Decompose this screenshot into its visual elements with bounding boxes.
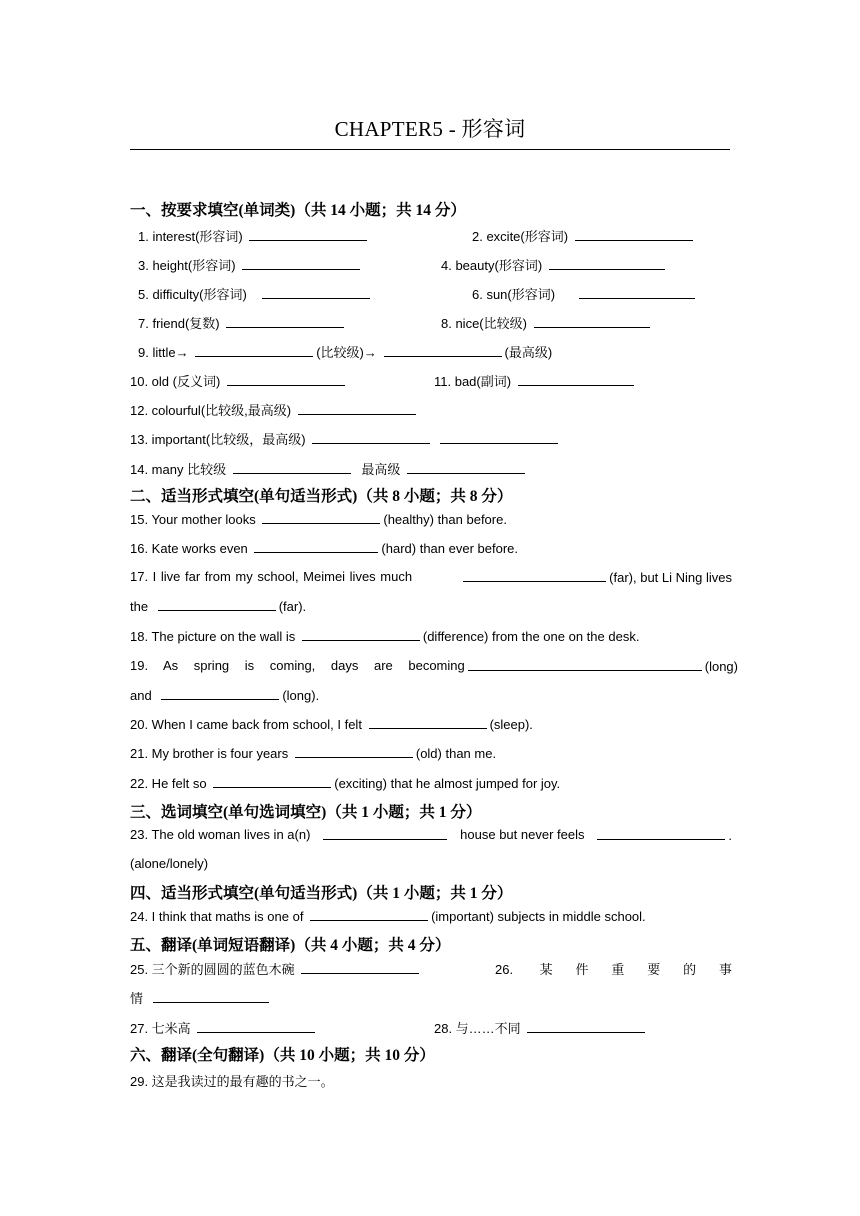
question-6 — [472, 284, 698, 303]
question-17-hint: (far), but Li Ning lives — [609, 570, 732, 585]
answer-blank[interactable] — [597, 827, 725, 840]
answer-blank[interactable] — [518, 373, 634, 386]
question-2 — [472, 226, 696, 245]
question-7 — [138, 313, 347, 332]
answer-blank[interactable] — [227, 373, 345, 386]
question-16-text: 16. Kate works even — [130, 541, 248, 556]
question-9-comparative-label: (比较级)→ — [316, 345, 377, 360]
answer-blank[interactable] — [161, 687, 279, 700]
answer-blank[interactable] — [549, 257, 665, 270]
question-18-hint: (difference) from the one on the desk. — [422, 629, 640, 644]
question-12 — [130, 400, 419, 419]
question-19 — [130, 658, 738, 674]
section-heading-1: 一、按要求填空(单词类)（共 14 小题；共 14 分） — [130, 202, 466, 219]
section-heading-6: 六、翻译(全句翻译)（共 10 小题；共 10 分） — [130, 1047, 435, 1064]
section-heading-4: 四、适当形式填空(单句适当形式)（共 1 小题；共 1 分） — [130, 885, 513, 902]
question-16 — [130, 540, 518, 556]
question-20 — [130, 716, 533, 732]
answer-blank[interactable] — [226, 315, 344, 328]
question-14 — [130, 459, 528, 478]
answer-blank[interactable] — [298, 402, 416, 415]
answer-blank[interactable] — [301, 961, 419, 974]
question-11-text: 11. bad(副词) — [434, 374, 512, 389]
question-9-superlative-label: (最高级) — [504, 345, 553, 360]
question-15-hint: (healthy) than before. — [383, 512, 507, 527]
question-4-text: 4. beauty(形容词) — [441, 258, 543, 273]
answer-blank[interactable] — [249, 228, 367, 241]
question-1-text: 1. interest(形容词) — [138, 229, 243, 244]
section-heading-3: 三、选词填空(单句选词填空)（共 1 小题；共 1 分） — [130, 804, 482, 821]
question-13-text: 13. important(比较级，最高级) — [130, 432, 306, 447]
question-26-continued — [130, 988, 272, 1007]
question-23-text: 23. The old woman lives in a(n) — [130, 827, 311, 842]
answer-blank[interactable] — [575, 228, 693, 241]
answer-blank[interactable] — [254, 540, 378, 553]
question-8-text: 8. nice(比较级) — [441, 316, 527, 331]
question-24 — [130, 908, 646, 924]
question-22 — [130, 775, 560, 791]
question-19-hint: (long) — [704, 659, 738, 674]
section-heading-5: 五、翻译(单词短语翻译)（共 4 小题；共 4 分） — [130, 937, 451, 954]
answer-blank[interactable] — [440, 431, 558, 444]
answer-blank[interactable] — [384, 344, 502, 357]
question-15 — [130, 511, 507, 527]
question-19-text: 19. As spring is coming, days are becoming — [130, 658, 465, 673]
question-25 — [130, 959, 422, 978]
question-24-hint: (important) subjects in middle school. — [431, 909, 646, 924]
question-10 — [130, 371, 348, 390]
page-title: CHAPTER5 - 形容词 — [334, 117, 526, 141]
question-17-continued — [130, 598, 306, 614]
question-8 — [441, 313, 653, 332]
question-21 — [130, 745, 496, 761]
answer-blank[interactable] — [195, 344, 313, 357]
answer-blank[interactable] — [295, 745, 413, 758]
answer-blank[interactable] — [242, 257, 360, 270]
answer-blank[interactable] — [310, 908, 428, 921]
question-23-period: . — [728, 828, 732, 843]
answer-blank[interactable] — [534, 315, 650, 328]
question-1 — [138, 226, 370, 245]
answer-blank[interactable] — [468, 658, 702, 671]
question-28 — [434, 1018, 648, 1037]
question-6-text: 6. sun(形容词) — [472, 287, 556, 302]
question-17-text: 17. I live far from my school, Meimei lives much — [130, 569, 413, 584]
question-19-hint-2: (long). — [282, 688, 320, 703]
answer-blank[interactable] — [323, 827, 447, 840]
question-21-text: 21. My brother is four years — [130, 746, 289, 761]
question-26-text-cont: 情 — [130, 991, 144, 1006]
question-23-options: (alone/lonely) — [130, 856, 209, 871]
question-19-text-cont: and — [130, 688, 152, 703]
answer-blank[interactable] — [527, 1020, 645, 1033]
question-16-hint: (hard) than ever before. — [381, 541, 518, 556]
question-17 — [130, 569, 732, 585]
question-14-superlative-label: 最高级 — [361, 462, 401, 477]
section-heading-2: 二、适当形式填空(单句适当形式)（共 8 小题；共 8 分） — [130, 488, 513, 505]
question-22-text: 22. He felt so — [130, 776, 207, 791]
answer-blank[interactable] — [369, 716, 487, 729]
question-19-continued — [130, 687, 319, 703]
answer-blank[interactable] — [233, 461, 351, 474]
question-9 — [138, 342, 552, 361]
answer-blank[interactable] — [312, 431, 430, 444]
question-28-text: 28. 与……不同 — [434, 1021, 521, 1036]
question-20-text: 20. When I came back from school, I felt — [130, 717, 362, 732]
answer-blank[interactable] — [262, 286, 370, 299]
answer-blank[interactable] — [463, 569, 606, 582]
question-27-text: 27. 七米高 — [130, 1021, 191, 1036]
question-3-text: 3. height(形容词) — [138, 258, 236, 273]
question-20-hint: (sleep). — [489, 717, 533, 732]
answer-blank[interactable] — [158, 598, 276, 611]
question-25-text: 25. 三个新的圆圆的蓝色木碗 — [130, 962, 295, 977]
answer-blank[interactable] — [302, 628, 420, 641]
answer-blank[interactable] — [579, 286, 695, 299]
answer-blank[interactable] — [213, 775, 331, 788]
question-11 — [434, 371, 637, 390]
question-18 — [130, 628, 639, 644]
question-27 — [130, 1018, 318, 1037]
title-underline — [130, 149, 730, 150]
question-17-hint-2: (far). — [278, 599, 307, 614]
question-23-text-2: house but never feels — [460, 827, 585, 842]
answer-blank[interactable] — [153, 990, 269, 1003]
question-2-text: 2. excite(形容词) — [472, 229, 569, 244]
question-29: 29. 这是我读过的最有趣的书之一。 — [130, 1074, 334, 1089]
question-3 — [138, 255, 363, 274]
question-15-text: 15. Your mother looks — [130, 512, 256, 527]
question-10-text: 10. old (反义词) — [130, 374, 221, 389]
question-9-text: 9. little→ — [138, 345, 189, 360]
question-18-text: 18. The picture on the wall is — [130, 629, 296, 644]
question-5-text: 5. difficulty(形容词) — [138, 287, 247, 302]
answer-blank[interactable] — [262, 511, 380, 524]
question-12-text: 12. colourful(比较级,最高级) — [130, 403, 292, 418]
question-14-text: 14. many 比较级 — [130, 462, 227, 477]
question-24-text: 24. I think that maths is one of — [130, 909, 304, 924]
question-23 — [130, 827, 732, 843]
question-13 — [130, 429, 561, 448]
answer-blank[interactable] — [407, 461, 525, 474]
question-4 — [441, 255, 668, 274]
question-5 — [138, 284, 373, 303]
question-17-text-cont: the — [130, 599, 149, 614]
question-22-hint: (exciting) that he almost jumped for joy. — [334, 776, 561, 791]
question-21-hint: (old) than me. — [415, 746, 497, 761]
question-26: 26. 某件重要的事 — [495, 962, 732, 977]
question-7-text: 7. friend(复数) — [138, 316, 220, 331]
answer-blank[interactable] — [197, 1020, 315, 1033]
